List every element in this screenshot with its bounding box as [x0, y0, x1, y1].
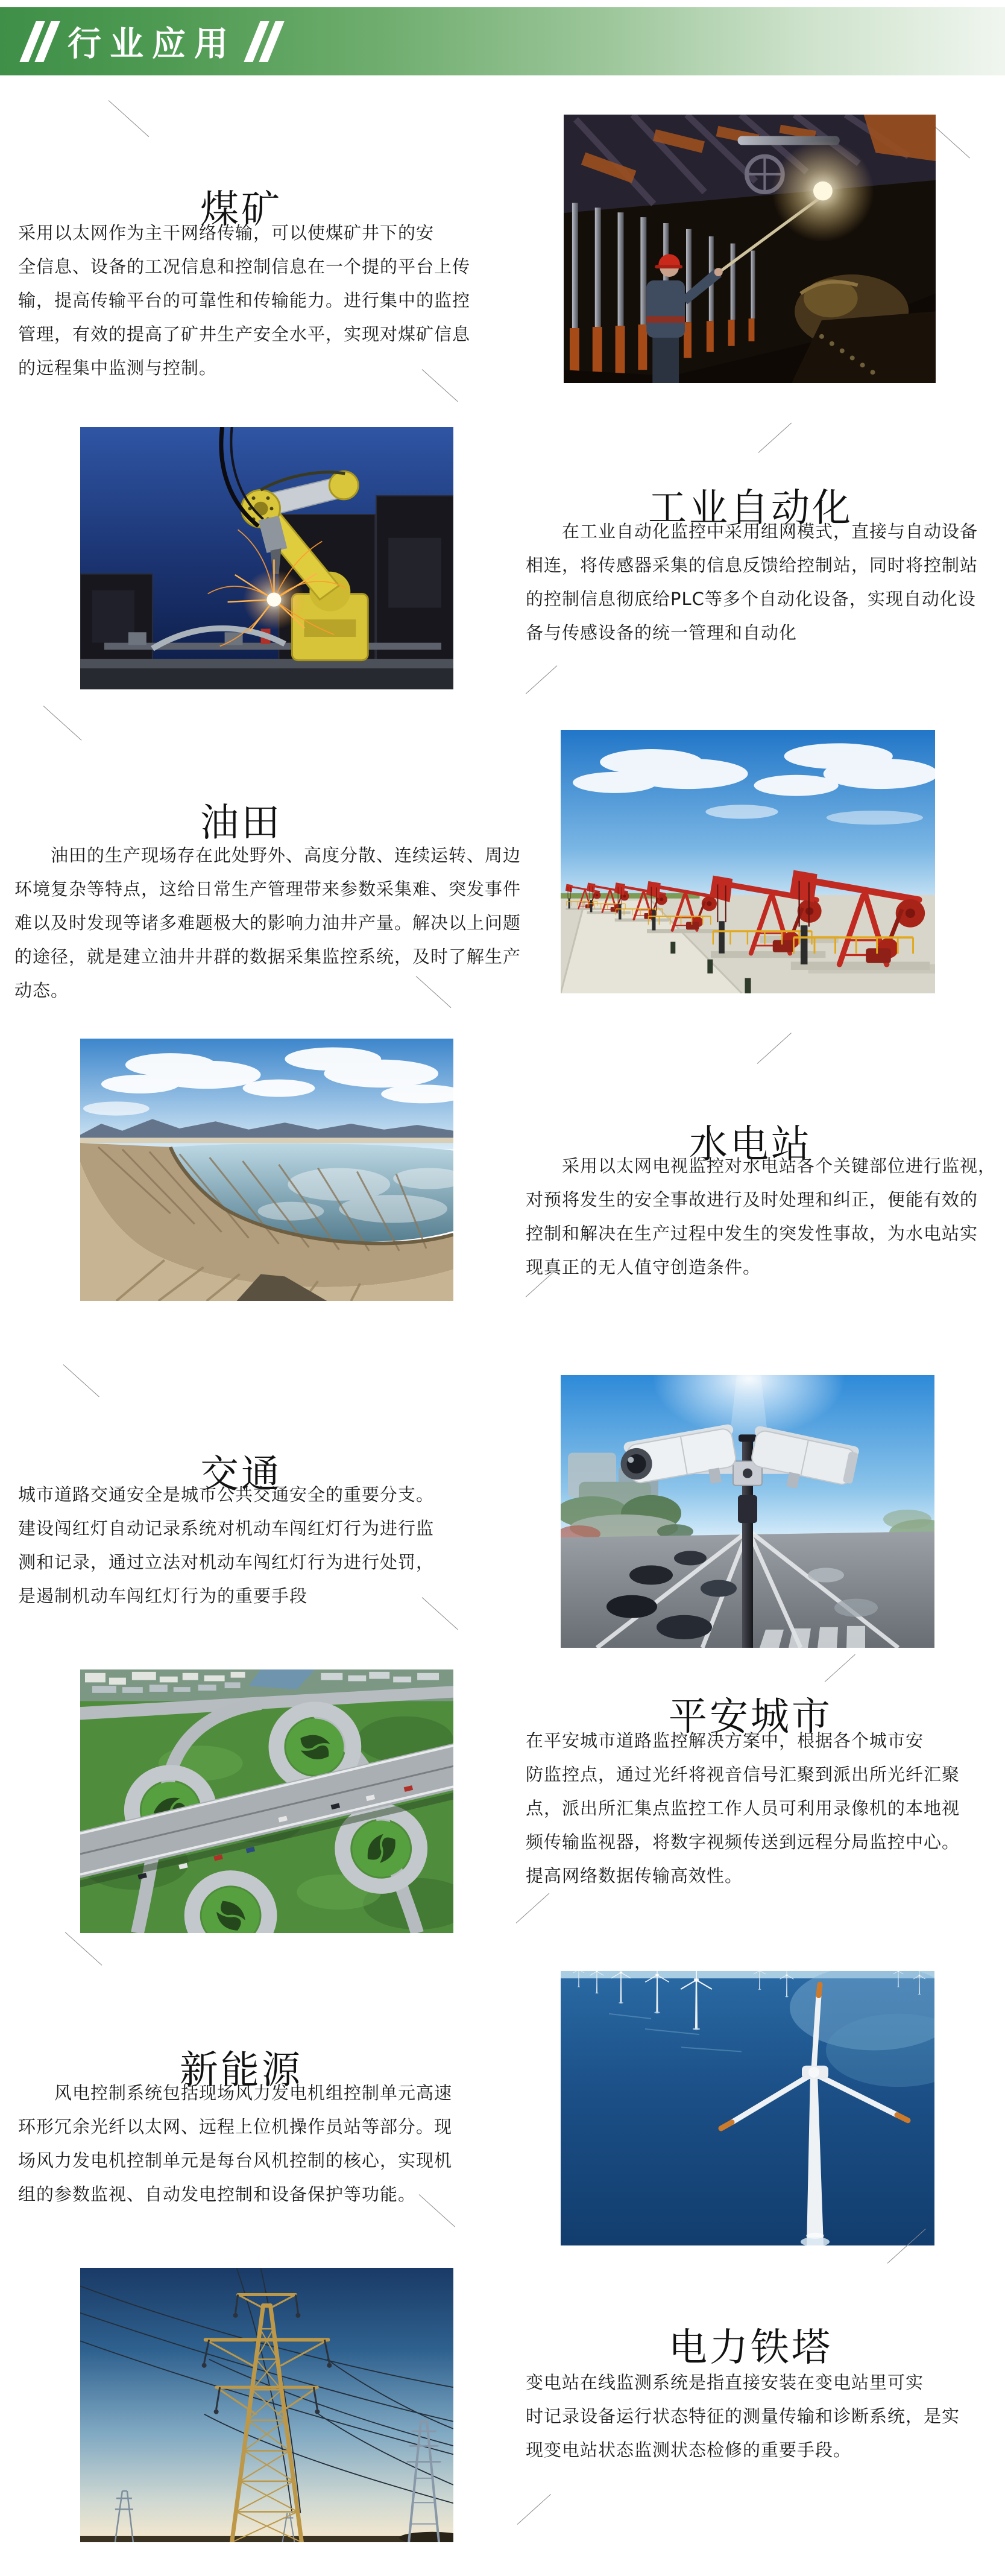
section-title: 工业自动化	[648, 486, 853, 531]
section-title: 新能源	[180, 2048, 303, 2093]
paragraph-line: 测和记录，通过立法对机动车闯红灯行为进行处罚，	[18, 1552, 435, 1572]
diagonal-line-decoration	[43, 706, 82, 741]
paragraph-line: 在工业自动化监控中采用组网模式，直接与自动设备	[526, 521, 978, 542]
paragraph-line: 环形冗余光纤以太网、远程上位机操作员站等部分。现	[18, 2116, 453, 2137]
diagonal-line-decoration	[758, 423, 792, 453]
paragraph-line: 管理，有效的提高了矿井生产安全水平，实现对煤矿信息	[18, 324, 471, 344]
diagonal-line-decoration	[65, 1932, 102, 1966]
section-title: 交通	[200, 1452, 282, 1498]
section-paragraph	[18, 216, 470, 385]
paragraph-line: 的控制信息彻底给PLC等多个自动化设备，实现自动化设	[526, 589, 976, 609]
paragraph-line: 现变电站状态监测状态检修的重要手段。	[526, 2440, 852, 2460]
header-slash-right-icon	[252, 21, 276, 62]
paragraph-line: 频传输监视器，将数字视频传送到远程分局监控中心。	[526, 1832, 960, 1852]
paragraph-line: 采用以太网电视监控对水电站各个关键部位进行监视，	[526, 1156, 997, 1176]
section-paragraph	[18, 2076, 452, 2211]
section-paragraph	[526, 1149, 996, 1284]
paragraph-line: 油田的生产现场存在此处野外、高度分散、连续运转、周边	[14, 845, 521, 866]
paragraph-line: 点，派出所汇集点监控工作人员可利用录像机的本地视	[526, 1798, 960, 1818]
transmission-tower-photo	[80, 2268, 453, 2542]
diagonal-line-decoration	[517, 2494, 551, 2525]
paragraph-line: 全信息、设备的工况信息和控制信息在一个提的平台上传	[18, 256, 471, 277]
section-title: 平安城市	[669, 1695, 833, 1740]
paragraph-line: 变电站在线监测系统是指直接安装在变电站里可实	[526, 2372, 924, 2393]
oil-pumpjacks-photo	[561, 730, 935, 993]
paragraph-line: 的远程集中监测与控制。	[18, 358, 218, 378]
offshore-wind-farm-photo	[561, 1971, 934, 2245]
paragraph-line: 场风力发电机控制单元是每台风机控制的核心，实现机	[18, 2150, 453, 2171]
section-paragraph	[14, 838, 521, 1007]
paragraph-line: 风电控制系统包括现场风力发电机组控制单元高速	[18, 2083, 453, 2103]
section-paragraph	[18, 1478, 434, 1613]
paragraph-line: 城市道路交通安全是城市公共交通安全的重要分支。	[18, 1484, 435, 1505]
paragraph-line: 现真正的无人值守创造条件。	[526, 1257, 761, 1277]
welding-robot-photo	[80, 427, 453, 689]
paragraph-line: 对预将发生的安全事故进行及时处理和纠正，便能有效的	[526, 1189, 978, 1210]
paragraph-line: 备与传感设备的统一管理和自动化	[526, 622, 798, 643]
paragraph-line: 时记录设备运行状态特征的测量传输和诊断系统，是实	[526, 2406, 960, 2426]
diagonal-line-decoration	[526, 665, 558, 694]
paragraph-line: 组的参数监视、自动发电控制和设备保护等功能。	[18, 2184, 417, 2204]
highway-interchange-photo	[80, 1669, 453, 1933]
paragraph-line: 采用以太网作为主干网络传输，可以使煤矿井下的安	[18, 223, 435, 243]
diagonal-line-decoration	[63, 1364, 99, 1397]
section-title: 煤矿	[200, 188, 282, 233]
diagonal-line-decoration	[516, 1893, 550, 1923]
diagonal-line-decoration	[422, 1597, 458, 1630]
paragraph-line: 相连，将传感器采集的信息反馈给控制站，同时将控制站	[526, 555, 978, 575]
paragraph-line: 难以及时发现等诸多难题极大的影响力油井产量。解决以上问题	[14, 913, 521, 933]
diagonal-line-decoration	[825, 1654, 855, 1682]
reservoir-photo	[80, 1039, 453, 1301]
diagonal-line-decoration	[109, 100, 150, 137]
paragraph-line: 建设闯红灯自动记录系统对机动车闯红灯行为进行监	[18, 1518, 435, 1539]
header-slash-left-icon	[28, 21, 52, 62]
section-paragraph	[526, 1724, 960, 1893]
paragraph-line: 提高网络数据传输高效性。	[526, 1866, 743, 1886]
section-title: 电力铁塔	[669, 2326, 833, 2371]
paragraph-line: 的途径，就是建立油井井群的数据采集监控系统，及时了解生产	[14, 946, 521, 967]
page-title: 行业应用	[68, 24, 236, 64]
paragraph-line: 是遏制机动车闯红灯行为的重要手段	[18, 1586, 308, 1606]
pa ragraph-line: 控制和解决在生产过程中发生的突发性事故，为水电站实	[526, 1223, 978, 1244]
paragraph-line: 在平安城市道路监控解决方案中，根据各个城市安	[526, 1730, 924, 1751]
traffic-cameras-photo	[561, 1375, 934, 1648]
coal-mine-photo	[564, 115, 936, 383]
section-paragraph	[526, 514, 978, 650]
paragraph-line: 防监控点，通过光纤将视音信号汇聚到派出所光纤汇聚	[526, 1764, 960, 1785]
diagonal-line-decoration	[757, 1033, 792, 1064]
paragraph-line: 输，提高传输平台的可靠性和传输能力。进行集中的监控	[18, 290, 471, 311]
section-paragraph	[526, 2366, 960, 2467]
page-header	[0, 7, 1005, 75]
section-title: 水电站	[689, 1122, 812, 1168]
section-title: 油田	[200, 801, 282, 846]
paragraph-line: 环境复杂等特点，这给日常生产管理带来参数采集难、突发事件	[14, 879, 521, 899]
paragraph-line: 动态。	[14, 980, 69, 1001]
